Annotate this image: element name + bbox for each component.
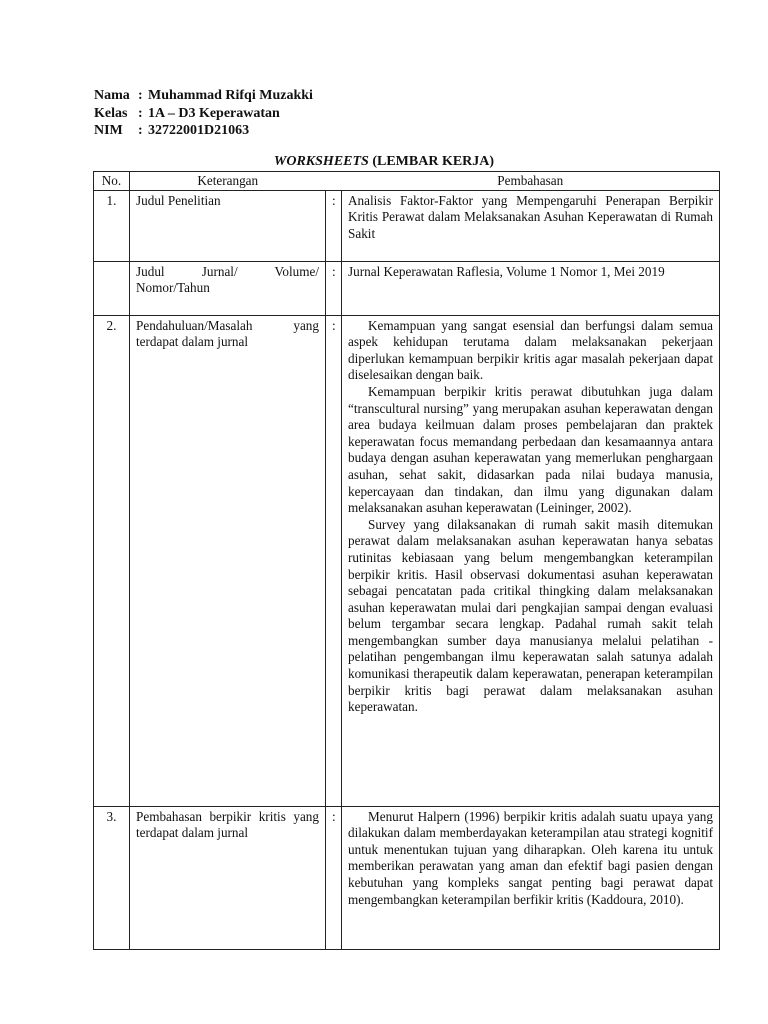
identity-row-nim: [94, 122, 313, 140]
worksheet-title: [0, 153, 768, 170]
pembahasan-paragraph: Kemampuan berpikir kritis perawat dibutuhkan juga dalam “transcultural nursing” yang merupakan asuhan keperawatan dengan area budaya keilmuan dalam proses pembelajaran dan praktek keperawatan focus memandang perbedaan dan kesamaannya antara budaya dengan asuhan keperawatan yang memerlukan penghargaan asuhan, sehat sakit, didasarkan pada nilai budaya manusia, kepercayaan dan tindakan, dan ilmu yang digunakan dalam melaksanakan asuhan keperawatan (Leininger, 2002).: [348, 383, 713, 516]
row-number: 1.: [94, 190, 130, 261]
identity-separator: :: [138, 123, 143, 138]
identity-separator: :: [138, 88, 143, 103]
row-number: [94, 261, 130, 315]
row-separator: :: [326, 315, 342, 806]
pembahasan-paragraph: Kemampuan yang sangat esensial dan berfungsi dalam semua aspek kehidupan terutama dalam melaksanakan pekerjaan diperlukan kemampuan berpikir kritis agar masalah pekerjaan dapat diselesaikan dengan baik.: [348, 317, 713, 383]
row-number: 3.: [94, 806, 130, 949]
row-separator: :: [326, 190, 342, 261]
row-keterangan: Pembahasan berpikir kritis yang terdapat dalam jurnal: [130, 806, 326, 949]
title-rest: (LEMBAR KERJA): [368, 154, 495, 169]
table-row: [94, 806, 720, 949]
header-keterangan: Keterangan: [130, 172, 326, 191]
worksheet-table: [93, 171, 720, 950]
identity-value-class: 1A – D3 Keperawatan: [148, 105, 280, 121]
row-pembahasan: [342, 190, 720, 261]
title-italic: WORKSHEETS: [273, 154, 369, 169]
identity-label: Nama: [94, 88, 130, 103]
row-separator: :: [326, 806, 342, 949]
identity-separator: :: [138, 105, 143, 121]
pembahasan-paragraph: Survey yang dilaksanakan di rumah sakit masih ditemukan perawat dalam melaksanakan asuhan keperawatan hanya sebatas rutinitas kebiasaan yang belum mengembangkan keterampilan berpikir kritis. Hasil observasi dokumentasi asuhan keperawatan sebagai pencatatan pada critikal thingking dalam melaksanakan asuhan keperawatan mulai dari pengkajian sampai dengan evaluasi belum tergambar secara lengkap. Padahal rumah sakit telah mengembangkan sumber daya manusianya melalui pelatihan - pelatihan pengembangan ilmu keperawatan salah satunya adalah komunikasi therapeutik dalam keperawatan, penerapan keterampilan berpikir kritis bagi perawat dalam melaksanakan asuhan keperawatan.: [348, 516, 713, 715]
pembahasan-paragraph: Analisis Faktor-Faktor yang Mempengaruhi Penerapan Berpikir Kritis Perawat dalam Melaksanakan Asuhan Keperawatan di Rumah Sakit: [348, 192, 713, 241]
pembahasan-paragraph: Jurnal Keperawatan Raflesia, Volume 1 Nomor 1, Mei 2019: [348, 263, 665, 279]
identity-value-nim: 32722001D21063: [148, 123, 250, 138]
row-keterangan: Pendahuluan/Masalah yang terdapat dalam jurnal: [130, 315, 326, 806]
row-pembahasan: [342, 806, 720, 949]
identity-label: NIM: [94, 123, 123, 138]
identity-value-name: Muhammad Rifqi Muzakki: [148, 88, 313, 103]
identity-label: Kelas: [94, 105, 128, 121]
identity-row-nama: [94, 87, 313, 105]
header-pembahasan: Pembahasan: [342, 172, 720, 191]
table-row: [94, 261, 720, 315]
pembahasan-paragraph: Menurut Halpern (1996) berpikir kritis adalah suatu upaya yang dilakukan dalam memberdayakan keterampilan atau strategi kognitif untuk menentukan tujuan yang diharapkan. Oleh karena itu untuk memberikan perawatan yang aman dan efektif bagi pasien dengan kebutuhan yang kompleks sangat penting bagi perawat dapat mengembangkan keterampilan berfikir kritis (Kaddoura, 2010).: [348, 808, 713, 907]
row-keterangan: Judul Jurnal/ Volume/ Nomor/Tahun: [130, 261, 326, 315]
table-header-row: [94, 172, 720, 191]
row-separator: :: [326, 261, 342, 315]
row-keterangan: Judul Penelitian: [130, 190, 326, 261]
row-pembahasan: [342, 261, 720, 315]
identity-row-kelas: [94, 105, 313, 123]
header-separator: [326, 172, 342, 191]
table-row: [94, 190, 720, 261]
header-no: No.: [94, 172, 130, 191]
table-row: [94, 315, 720, 806]
row-number: 2.: [94, 315, 130, 806]
row-pembahasan: [342, 315, 720, 806]
student-identity: [94, 87, 313, 140]
